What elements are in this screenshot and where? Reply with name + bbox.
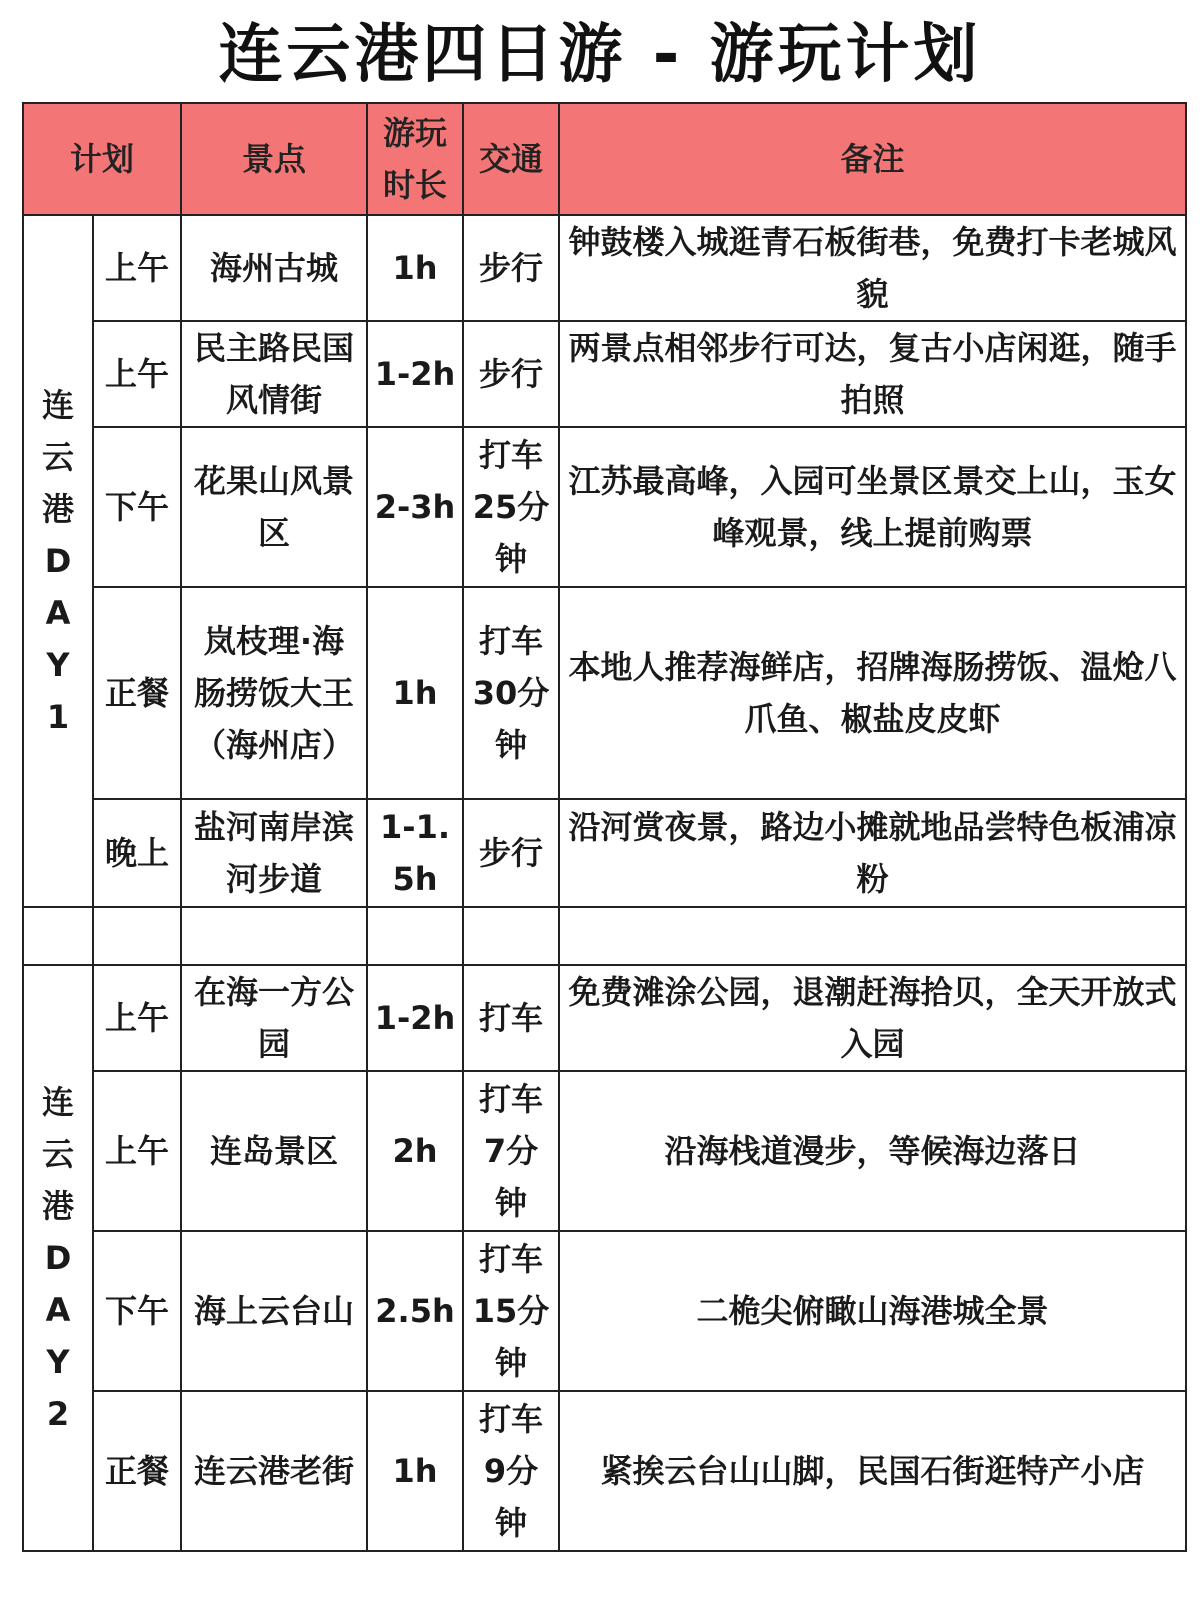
spot-cell: 花果山风景区	[181, 427, 367, 587]
note-cell: 免费滩涂公园，退潮赶海拾贝，全天开放式入园	[559, 965, 1186, 1071]
note-cell: 钟鼓楼入城逛青石板街巷，免费打卡老城风貌	[559, 215, 1186, 321]
spot-cell: 岚枝理·海肠捞饭大王（海州店）	[181, 587, 367, 799]
table-row	[23, 1391, 1186, 1551]
page-title: 连云港四日游 - 游玩计划	[218, 18, 982, 92]
duration-cell: 1-1.5h	[367, 799, 463, 907]
table-row	[23, 215, 1186, 321]
spot-cell: 连云港老街	[181, 1391, 367, 1551]
transport-cell: 步行	[463, 799, 559, 907]
table-row	[23, 1071, 1186, 1231]
time-cell: 上午	[93, 321, 181, 427]
table-row	[23, 427, 1186, 587]
time-cell: 上午	[93, 965, 181, 1071]
spot-cell: 连岛景区	[181, 1071, 367, 1231]
header-plan: 计划	[23, 103, 181, 215]
spacer-row	[23, 907, 1186, 965]
time-cell: 正餐	[93, 1391, 181, 1551]
transport-cell: 打车	[463, 965, 559, 1071]
duration-cell: 1h	[367, 1391, 463, 1551]
header-row	[23, 103, 1186, 215]
transport-cell: 步行	[463, 321, 559, 427]
table-row	[23, 587, 1186, 799]
transport-cell: 打车9分钟	[463, 1391, 559, 1551]
transport-cell: 打车15分钟	[463, 1231, 559, 1391]
spot-cell: 在海一方公园	[181, 965, 367, 1071]
duration-cell: 1h	[367, 587, 463, 799]
spot-cell: 盐河南岸滨河步道	[181, 799, 367, 907]
duration-cell: 1-2h	[367, 321, 463, 427]
note-cell: 本地人推荐海鲜店，招牌海肠捞饭、温炝八爪鱼、椒盐皮皮虾	[559, 587, 1186, 799]
time-cell: 上午	[93, 215, 181, 321]
duration-cell: 1h	[367, 215, 463, 321]
spot-cell: 海州古城	[181, 215, 367, 321]
table-row	[23, 321, 1186, 427]
note-cell: 二桅尖俯瞰山海港城全景	[559, 1231, 1186, 1391]
time-cell: 上午	[93, 1071, 181, 1231]
header-transport: 交通	[463, 103, 559, 215]
day2-label: 连云港DAY2	[23, 965, 93, 1551]
duration-cell: 1-2h	[367, 965, 463, 1071]
duration-cell: 2-3h	[367, 427, 463, 587]
note-cell: 紧挨云台山山脚，民国石街逛特产小店	[559, 1391, 1186, 1551]
table-row	[23, 1231, 1186, 1391]
time-cell: 正餐	[93, 587, 181, 799]
duration-cell: 2h	[367, 1071, 463, 1231]
header-duration: 游玩时长	[367, 103, 463, 215]
spot-cell: 民主路民国风情街	[181, 321, 367, 427]
itinerary-table	[22, 102, 1187, 1552]
table-row	[23, 799, 1186, 907]
note-cell: 沿河赏夜景，路边小摊就地品尝特色板浦凉粉	[559, 799, 1186, 907]
duration-cell: 2.5h	[367, 1231, 463, 1391]
spot-cell: 海上云台山	[181, 1231, 367, 1391]
time-cell: 晚上	[93, 799, 181, 907]
day1-label: 连云港DAY1	[23, 215, 93, 907]
time-cell: 下午	[93, 1231, 181, 1391]
table-row	[23, 965, 1186, 1071]
header-spot: 景点	[181, 103, 367, 215]
transport-cell: 打车7分钟	[463, 1071, 559, 1231]
transport-cell: 打车30分钟	[463, 587, 559, 799]
note-cell: 江苏最高峰，入园可坐景区景交上山，玉女峰观景，线上提前购票	[559, 427, 1186, 587]
transport-cell: 打车25分钟	[463, 427, 559, 587]
note-cell: 两景点相邻步行可达，复古小店闲逛，随手拍照	[559, 321, 1186, 427]
header-notes: 备注	[559, 103, 1186, 215]
time-cell: 下午	[93, 427, 181, 587]
note-cell: 沿海栈道漫步，等候海边落日	[559, 1071, 1186, 1231]
transport-cell: 步行	[463, 215, 559, 321]
